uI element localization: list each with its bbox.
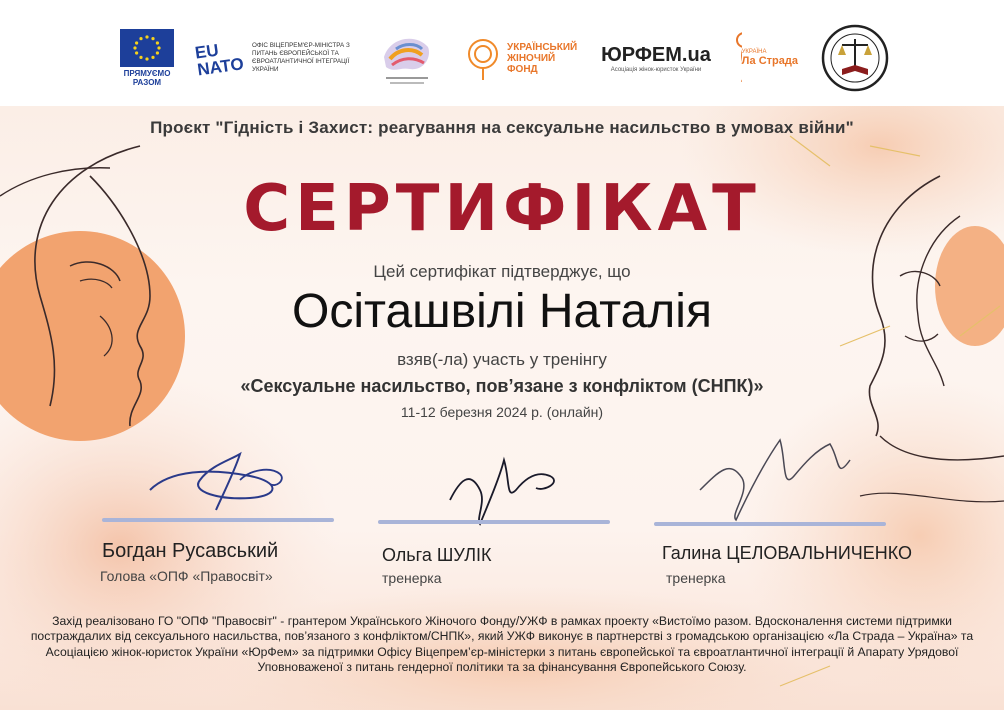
la-strada-text: Ла Страда [741,55,798,67]
project-title: Проєкт "Гідність і Захист: реагування на сексуальне насильство в умовах війни" [150,118,854,137]
training-title: «Сексуальне насильство, пов’язане з конфліктом (СНПК)» [240,376,764,396]
participation-text: взяв(-ла) участь у тренінгу [397,350,607,369]
ukrainian-womens-fund-text: УКРАЇНСЬКИЙ ЖІНОЧИЙ ФОНД [507,41,578,75]
logo-strip [0,0,1004,106]
confirms-text: Цей сертифікат підтверджує, що [373,262,631,281]
signature-line-2 [378,520,610,524]
eu-flag-icon [120,29,174,67]
signature-line-1 [102,518,334,522]
signature-1-icon [130,440,310,520]
eu-logo-text: ПРЯМУЄМО РАЗОМ [123,69,171,87]
signatory-1-name: Богдан Русавський [102,540,279,562]
la-strada-subtext: УКРАЇНА [741,49,767,55]
yurfem-text: ЮРФЕМ.ua [601,43,711,66]
signature-line-3 [654,522,886,526]
recipient-name: Осіташвілі Наталія [292,285,712,338]
footer-note: Захід реалізовано ГО "ОПФ "Правосвіт" - грантером Українського Жіночого Фонду/УЖФ в рамках проекту «Вистоїмо разом. Вдосконалення системи підтримки постраждалих від сексуального насильства, пов’язаного з конфліктом/СНПК», який УЖФ виконує в партнерстві з громадською організацією «Ла Страда – Україна» та Асоціацією жінок-юристок України «ЮрФем» за підтримки Офісу Віцепрем’єр-міністерки з питань європейської та євроатлантичної інтеграції й Апарату Урядової Уповноваженої з питань гендерної політики та за фінансування Європейського Союзу. [30,614,974,675]
training-dates: 11-12 березня 2024 р. (онлайн) [400,404,604,420]
signatory-3-role: тренерка [666,570,726,586]
pravosvit-seal-icon [820,23,890,93]
pravosvit-logo [818,22,892,94]
signatory-2-role: тренерка [382,570,442,586]
signatory-3-name: Галина ЦЕЛОВАЛЬНИЧЕНКО [662,543,913,563]
gender-policy-logo [374,22,440,94]
signatory-1-role: Голова «ОПФ «Правосвіт» [100,568,273,584]
gender-policy-emblem-icon [376,27,438,89]
eu-nato-office-logo [193,22,360,94]
eu-logo [118,22,176,94]
eu-nato-office-text: ОФІС ВІЦЕПРЕМ'ЄР-МІНІСТРА З ПИТАНЬ ЄВРОПЕЙСЬКОЇ ТА ЄВРОАТЛАНТИЧНОЇ ІНТЕГРАЦІЇ УКРАЇНИ [252,42,350,73]
certificate-title: СЕРТИФІКАТ [243,172,761,246]
sunflower-icon [463,34,503,82]
signatory-2-name: Ольга ШУЛІК [382,545,492,565]
yurfem-subtext: Асоціація жінок-юристок України [610,66,702,73]
eu-nato-mark: EU NATO [193,40,245,80]
la-strada-logo [734,22,798,94]
yurfem-logo [592,22,720,94]
signature-3-icon [690,420,860,530]
ukrainian-womens-fund-logo [462,22,578,94]
signature-2-icon [440,440,580,530]
la-strada-emblem-icon [734,30,742,86]
